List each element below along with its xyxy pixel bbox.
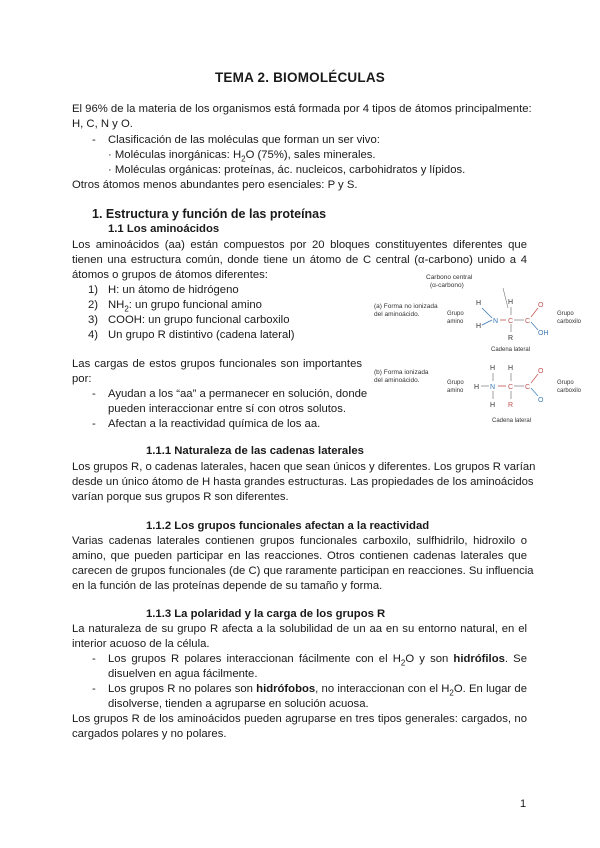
svg-text:O: O bbox=[538, 368, 544, 375]
side-chain-label: Cadena lateral bbox=[492, 418, 532, 424]
figure-label-a: (a) Forma no ionizada bbox=[374, 303, 438, 310]
intro-sub-bullet: · Moléculas orgánicas: proteínas, ác. nucleicos, carbohidratos y lípidos. bbox=[108, 164, 466, 176]
svg-text:H: H bbox=[474, 384, 480, 391]
figure-label-a: del aminoácido. bbox=[374, 311, 420, 318]
bullet-dash: - bbox=[92, 653, 96, 665]
list-number: 2) bbox=[88, 299, 99, 311]
paragraph-line: desde un único átomo de H hasta grandes estructuras. Las propiedades de los aminoácidos bbox=[72, 476, 534, 488]
ionized-molecule bbox=[474, 365, 544, 409]
svg-text:OH: OH bbox=[538, 330, 549, 337]
svg-text:H: H bbox=[508, 299, 514, 306]
svg-text:R: R bbox=[508, 402, 514, 409]
atom-h: H bbox=[476, 300, 482, 307]
atom-r: R bbox=[508, 335, 514, 342]
paragraph-line: Varias cadenas laterales contienen grupos funcionales carboxilo, sulfhidrilo, hidroxilo o bbox=[72, 535, 527, 547]
svg-text:O: O bbox=[538, 302, 544, 309]
carboxyl-group-label: Grupo bbox=[557, 311, 574, 317]
bullet-item: pueden interaccionar entre sí con otros solutos. bbox=[108, 403, 347, 415]
paragraph-line: amino, que pueden participar en las reacciones. Otros contienen cadenas laterales que bbox=[72, 550, 527, 562]
bullet-item: Afectan a la reactividad química de los aa. bbox=[108, 418, 321, 430]
page-title: TEMA 2. BIOMOLÉCULAS bbox=[214, 70, 385, 85]
paragraph-line: Los grupos R de los aminoácidos pueden agruparse en tres tipos generales: cargados, no bbox=[72, 713, 527, 725]
svg-text:C: C bbox=[525, 384, 531, 391]
list-number: 1) bbox=[88, 284, 99, 296]
svg-text:N: N bbox=[490, 384, 496, 391]
paragraph-line: Las cargas de estos grupos funcionales son importantes bbox=[72, 358, 362, 370]
paragraph-line: La naturaleza de su grupo R afecta a la solubilidad de un aa en su entorno natural, en el bbox=[72, 623, 527, 635]
subsubsection-heading: 1.1.1 Naturaleza de las cadenas laterales bbox=[146, 445, 364, 457]
paragraph-line: Los aminoácidos (aa) están compuestos por 20 bloques constituyentes diferentes que bbox=[72, 239, 527, 251]
subsubsection-heading: 1.1.2 Los grupos funcionales afectan a la reactividad bbox=[146, 520, 430, 532]
svg-text:O: O bbox=[538, 397, 544, 404]
svg-text:C: C bbox=[508, 384, 514, 391]
intro-line: H, C, N y O. bbox=[72, 118, 133, 130]
paragraph-line: tienen una estructura común, donde tiene un átomo de C central (α-carbono) unido a 4 bbox=[72, 254, 527, 266]
list-item: Un grupo R distintivo (cadena lateral) bbox=[108, 329, 295, 341]
subsubsection-heading: 1.1.3 La polaridad y la carga de los grupos R bbox=[146, 608, 386, 620]
intro-bullet: Clasificación de las moléculas que forman un ser vivo: bbox=[108, 134, 380, 146]
paragraph-line: Los grupos R, o cadenas laterales, hacen que sean únicos y diferentes. Los grupos R varían bbox=[72, 461, 536, 473]
atom-c: C bbox=[508, 318, 514, 325]
subsection-heading: 1.1 Los aminoácidos bbox=[108, 223, 220, 235]
svg-text:H: H bbox=[490, 365, 496, 372]
paragraph-line: por: bbox=[72, 373, 92, 385]
list-item: COOH: un grupo funcional carboxilo bbox=[108, 314, 290, 326]
figure-label: Carbono central bbox=[426, 274, 473, 281]
bullet-dash: - bbox=[92, 418, 96, 430]
carboxyl-group-label: carboxilo bbox=[557, 319, 582, 325]
svg-text:H: H bbox=[508, 365, 514, 372]
amino-group-label: Grupo bbox=[447, 380, 464, 386]
section-heading: 1. Estructura y función de las proteínas bbox=[92, 207, 327, 221]
side-chain-label: Cadena lateral bbox=[491, 347, 531, 353]
amino-group-label: amino bbox=[447, 319, 464, 325]
carboxyl-group-label: carboxilo bbox=[557, 388, 582, 394]
amino-group-label: Grupo bbox=[447, 311, 464, 317]
atom-n: N bbox=[493, 318, 499, 325]
carboxyl-group-label: Grupo bbox=[557, 380, 574, 386]
list-number: 4) bbox=[88, 329, 99, 341]
list-item: $NH_2$: un grupo funcional amino bbox=[108, 299, 262, 314]
bullet-item: disolverse, tienden a agruparse en solución acuosa. bbox=[108, 698, 369, 710]
list-number: 3) bbox=[88, 314, 99, 326]
paragraph-line: carecen de grupos funcionales (de C) que raramente participan en reacciones. Su influencia bbox=[72, 565, 534, 577]
atom-h: H bbox=[476, 323, 482, 330]
figure-label-b: del aminoácido. bbox=[374, 377, 420, 384]
bullet-item: Los grupos R no polares son hidrófobos, no interaccionan con el $H_2O$. En lugar de bbox=[108, 683, 527, 698]
intro-sub-bullet: · Moléculas inorgánicas: $H_2O$ (75%), sales minerales. bbox=[108, 149, 376, 164]
unionized-molecule bbox=[476, 299, 549, 342]
intro-line: Otros átomos menos abundantes pero esenciales: P y S. bbox=[72, 179, 358, 191]
bullet-dash: - bbox=[92, 134, 96, 146]
svg-text:H: H bbox=[490, 402, 496, 409]
bullet-item: Los grupos R polares interaccionan fácilmente con el $H_2O$ y son hidrófilos. Se bbox=[108, 653, 527, 668]
paragraph-line: átomos o grupos de átomos diferentes: bbox=[72, 269, 268, 281]
paragraph-line: en la función de las proteínas depende de su tamaño y forma. bbox=[72, 580, 383, 592]
bullet-item: Ayudan a los “aa” a permanecer en solución, donde bbox=[108, 388, 368, 400]
amino-group-label: amino bbox=[447, 388, 464, 394]
page-number: 1 bbox=[520, 798, 527, 810]
figure-label-b: (b) Forma ionizada bbox=[374, 369, 429, 376]
intro-line: El 96% de la materia de los organismos está formada por 4 tipos de átomos principalmente: bbox=[72, 103, 532, 115]
paragraph-line: interior acuoso de la célula. bbox=[72, 638, 210, 650]
list-item: H: un átomo de hidrógeno bbox=[108, 284, 239, 296]
amino-acid-figure bbox=[368, 270, 583, 430]
figure-label: (α-carbono) bbox=[430, 282, 464, 289]
svg-text:C: C bbox=[525, 318, 531, 325]
bullet-dash: - bbox=[92, 683, 96, 695]
bullet-dash: - bbox=[92, 388, 96, 400]
paragraph-line: cargados polares y no polares. bbox=[72, 728, 227, 740]
paragraph-line: varían porque sus grupos R son diferentes. bbox=[72, 491, 289, 503]
bullet-item: disuelven en agua fácilmente. bbox=[108, 668, 258, 680]
